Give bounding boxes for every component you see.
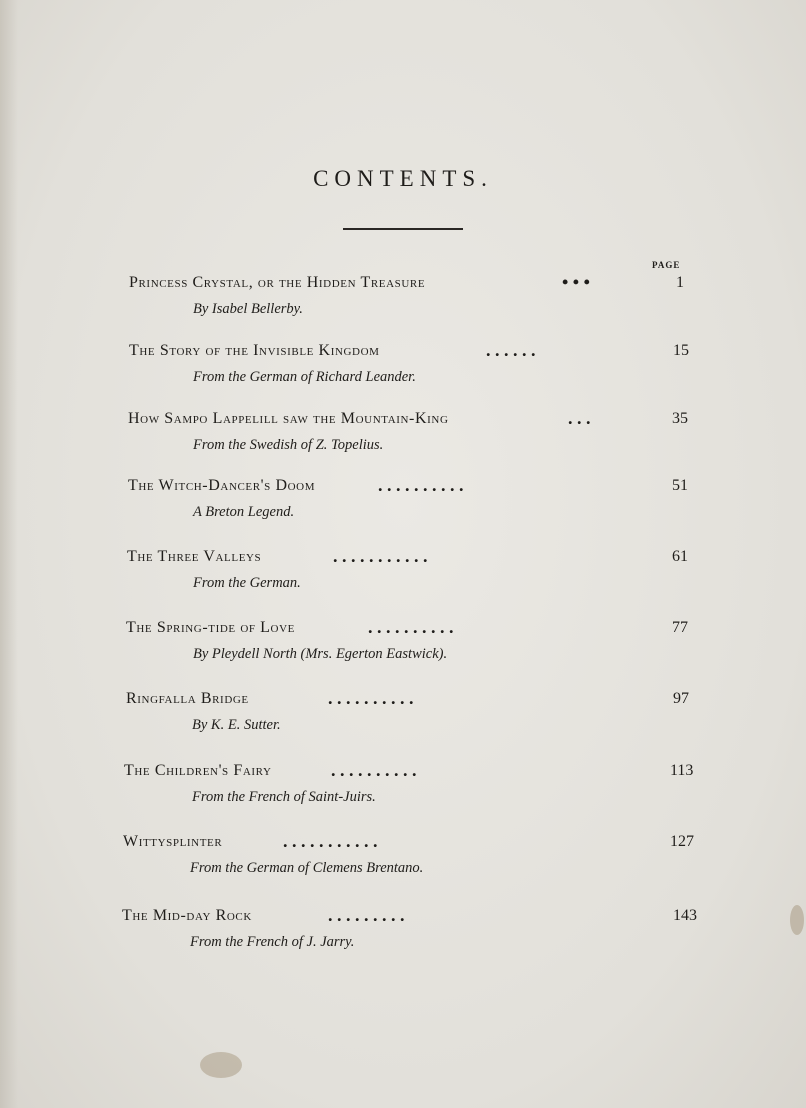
leader-dots: . . . (568, 408, 591, 428)
leader-dots: . . . . . . . . . . . (283, 831, 378, 851)
leader-dots: . . . . . . . . . . (368, 617, 454, 637)
toc-entry[interactable] (0, 907, 806, 967)
entry-title: The Three Valleys (127, 548, 262, 565)
entry-page-number: 1 (676, 274, 684, 291)
entry-title: Wittysplinter (123, 833, 223, 850)
entry-title: The Spring-tide of Love (126, 619, 295, 636)
entry-byline: From the German of Richard Leander. (193, 369, 416, 385)
entry-page-number: 15 (673, 342, 689, 359)
entry-byline: By K. E. Sutter. (192, 717, 281, 733)
page-column-label: PAGE (652, 260, 681, 270)
entry-byline: From the German of Clemens Brentano. (190, 860, 424, 876)
leader-dots: . . . . . . . . . . (331, 760, 417, 780)
entry-title: The Witch-Dancer's Doom (128, 477, 316, 494)
entry-byline: From the French of J. Jarry. (190, 934, 355, 950)
entry-page-number: 127 (670, 833, 694, 850)
entry-page-number: 35 (672, 410, 688, 427)
entry-title: The Mid-day Rock (122, 907, 252, 924)
leader-dots: . . . . . . . . . . (378, 475, 464, 495)
toc-entry[interactable] (0, 410, 806, 470)
entry-page-number: 113 (670, 762, 694, 779)
toc-entry[interactable] (0, 342, 806, 402)
entry-title: The Children's Fairy (124, 762, 272, 779)
leader-dots: . . . . . . . . . (328, 905, 405, 925)
toc-entry[interactable] (0, 274, 806, 334)
entry-title: How Sampo Lappelill saw the Mountain-King (128, 410, 449, 427)
entry-page-number: 97 (673, 690, 689, 707)
leader-dots: • • • (562, 272, 590, 292)
entry-page-number: 61 (672, 548, 688, 565)
entry-title: Princess Crystal, or the Hidden Treasure (129, 274, 426, 291)
entry-byline: A Breton Legend. (193, 504, 295, 520)
entry-byline: By Pleydell North (Mrs. Egerton Eastwick). (193, 646, 448, 662)
heading-rule (343, 228, 463, 230)
contents-heading: CONTENTS. (313, 166, 493, 191)
toc-entry[interactable] (0, 477, 806, 537)
entry-page-number: 77 (672, 619, 688, 636)
entry-page-number: 143 (673, 907, 697, 924)
leader-dots: . . . . . . . . . . (328, 688, 414, 708)
entry-byline: By Isabel Bellerby. (193, 301, 303, 317)
entry-page-number: 51 (672, 477, 688, 494)
toc-entry[interactable] (0, 690, 806, 750)
toc-entry[interactable] (0, 619, 806, 679)
toc-entry[interactable] (0, 762, 806, 822)
toc-entry[interactable] (0, 548, 806, 608)
page-stain (200, 1052, 242, 1078)
toc-entry[interactable] (0, 833, 806, 893)
leader-dots: . . . . . . . . . . . (333, 546, 428, 566)
entry-title: Ringfalla Bridge (126, 690, 249, 707)
leader-dots: . . . . . . (486, 340, 536, 360)
entry-byline: From the Swedish of Z. Topelius. (193, 437, 384, 453)
entry-byline: From the French of Saint-Juirs. (192, 789, 376, 805)
entry-byline: From the German. (193, 575, 301, 591)
entry-title: The Story of the Invisible Kingdom (129, 342, 380, 359)
